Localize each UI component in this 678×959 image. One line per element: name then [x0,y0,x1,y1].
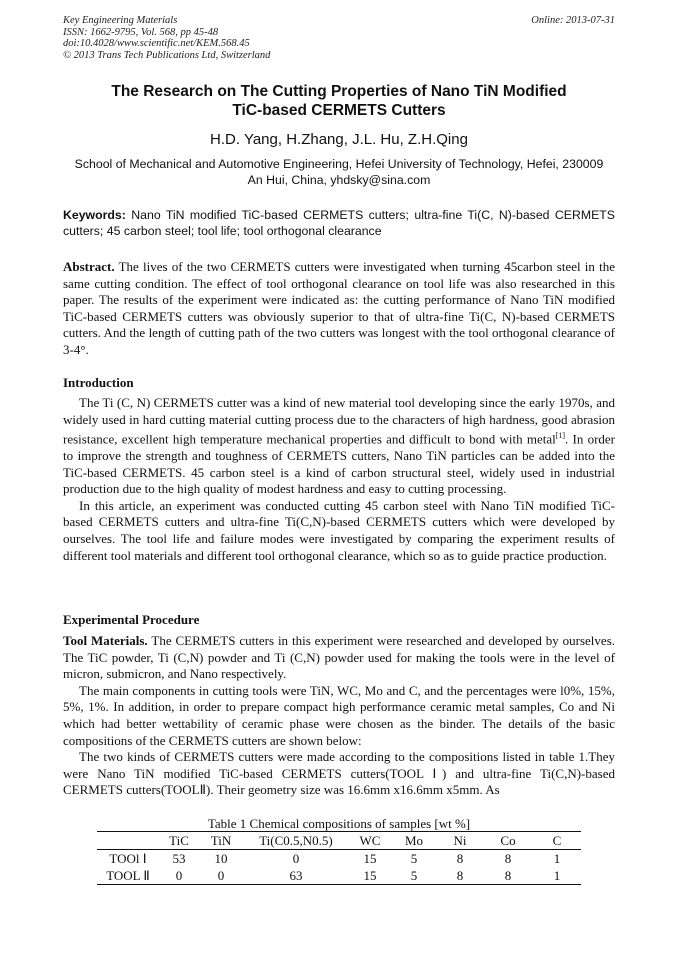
table-cell: 1 [553,851,561,866]
tool-materials-label: Tool Materials. [63,633,148,648]
table-row [97,867,581,885]
table-cell: 53 [172,851,186,866]
abstract-label: Abstract. [63,259,115,274]
introduction-heading: Introduction [63,375,134,390]
table-cell: 15 [363,851,377,866]
table-cell: 0 [175,868,183,883]
experimental-paragraph-2: The main components in cutting tools were TiN, WC, Mo and C, and the percentages were l0%, 15%, 5%, 1%. In addition, in order to prepare compact high performance ceramic metal samples, Co and Ni which had better wettability of ceramic phase were chosen as the binder. The details of the basic compositions of the CERMETS cutters are shown below: [63,682,615,748]
title-line-1: The Research on The Cutting Properties of Nano TiN Modified [111,83,567,100]
table-cell: 0 [217,868,225,883]
table-cell: 5 [410,851,418,866]
table-cell: 15 [363,868,377,883]
table-cell: 8 [456,851,464,866]
introduction-paragraph-2: In this article, an experiment was conducted cutting 45 carbon steel with Nano TiN modified TiC-based CERMETS cutters and ultra-fine Ti(C,N)-based CERMETS cutters which were developed by ourselves. The tool life and failure modes were investigated by comparing the experiment results of different tool materials and different tool orthogonal clearance, which so as to guide practice production. [63,497,615,563]
column-header: Ni [453,833,467,848]
column-header: WC [359,833,381,848]
author-list: H.D. Yang, H.Zhang, J.L. Hu, Z.H.Qing [210,131,468,148]
table-cell: 63 [289,868,303,883]
table-cell: TOOL Ⅱ [106,868,150,883]
keywords-text: Nano TiN modified TiC-based CERMETS cutters; ultra-fine Ti(C, N)-based CERMETS cutters; 45 carbon steel; tool life; tool orthogonal clearance [63,208,615,238]
table-header-row [97,832,581,850]
column-header: Co [500,833,516,848]
journal-name: Key Engineering Materials [63,15,178,26]
table-cell: TOOl Ⅰ [109,851,147,866]
experimental-paragraph-3: The two kinds of CERMETS cutters were made according to the compositions listed in table 1.They were Nano TiN modified TiC-based CERMETS cutters(TOOL Ⅰ) and ultra-fine Ti(C,N)-based CERMETS cutters(TOOLⅡ). Their geometry size was 16.6mm x16.6mm x5mm. As [63,749,615,798]
tool-materials-text: The CERMETS cutters in this experiment were researched and developed by ourselves. The TiC powder, Ti (C,N) powder and Ti (C,N) powder used for making the tools were in the level of micron, submicron, and Nano respectively. [63,633,616,682]
journal-header [63,15,615,61]
intro-p1-text-a: The Ti (C, N) CERMETS cutter was a kind of new material tool developing since the early 1970s, and widely used in hard cutting material cutting process due to the characters of high hardness, good abrasion resistance, excellent high temperature mechanical properties and difficult to bond with metal [63,395,615,447]
introduction-paragraph-1 [63,395,615,498]
reference-marker: [1] [555,431,566,441]
experimental-body [63,633,615,799]
paper-title [63,82,615,120]
table-cell: 5 [410,868,418,883]
keywords-block [63,207,615,239]
affiliation [63,156,615,188]
column-header: TiN [210,833,232,848]
abstract-block [63,259,615,359]
experimental-heading: Experimental Procedure [63,612,200,627]
table-cell: 8 [504,868,512,883]
column-header: Mo [404,833,424,848]
table-cell: 8 [504,851,512,866]
keywords-label: Keywords: [63,208,126,222]
title-line-2: TiC-based CERMETS Cutters [232,102,446,119]
intro-p1-text-b: . In order to improve the strength and toughness of CERMETS cutters, Nano TiN particles can be added into the TiC-based CERMETS. 45 carbon steel is a kind of carbon structural steel, widely used in industrial production due to the high quality of modest hardness and easy to cutting processing. [63,431,615,497]
column-header: Ti(C0.5,N0.5) [259,833,333,848]
column-header: C [552,833,562,848]
abstract-text: The lives of the two CERMETS cutters were investigated when turning 45carbon steel in the same cutting condition. The effect of tool orthogonal clearance on tool life was also researched in this paper. The results of the experiment were indicated as: the cutting performance of Nano TiN modified TiC-based CERMETS cutters was obviously superior to that of ultra-fine Ti(C, N)-based CERMETS cutters. And the length of cutting path of the two cutters was longest with the tool orthogonal clearance of 3-4°. [63,259,615,357]
introduction-body [63,395,615,564]
table-caption: Table 1 Chemical compositions of samples [wt %] [207,816,471,831]
composition-table [97,831,581,885]
table-row [97,850,581,868]
column-header [97,832,159,850]
table-cell: 10 [214,851,228,866]
column-header: TiC [169,833,189,848]
doi-line: doi:10.4028/www.scientific.net/KEM.568.45 [63,38,250,49]
affiliation-line-1: School of Mechanical and Automotive Engineering, Hefei University of Technology, Hefei, 230009 [74,157,604,171]
table-cell: 0 [292,851,300,866]
table-cell: 8 [456,868,464,883]
experimental-paragraph-1 [63,633,615,683]
issn-line: ISSN: 1662-9795, Vol. 568, pp 45-48 [63,26,219,38]
table-cell: 1 [553,868,561,883]
online-date: Online: 2013-07-31 [531,15,615,26]
affiliation-line-2: An Hui, China, yhdsky@sina.com [247,173,431,187]
copyright-line: © 2013 Trans Tech Publications Ltd, Switzerland [63,49,271,61]
